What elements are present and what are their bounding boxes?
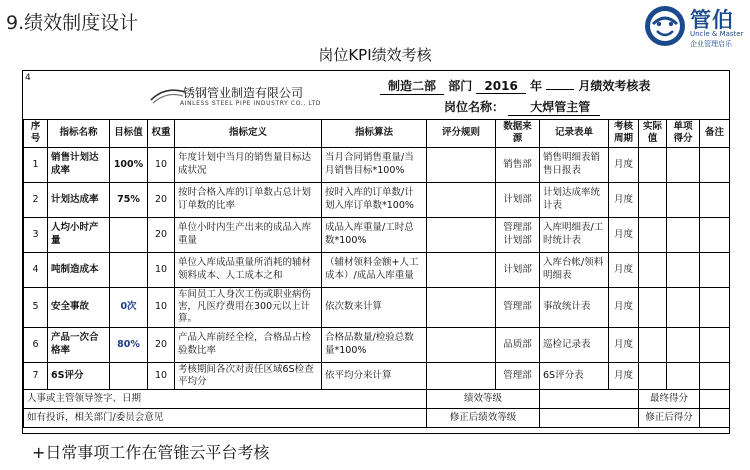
remark-cell[interactable]	[700, 362, 730, 390]
indicator-formula: 依次数来计算	[322, 287, 427, 327]
final-score-value[interactable]	[700, 390, 730, 409]
final-score-label: 最终得分	[639, 390, 700, 409]
item-score-cell[interactable]	[667, 362, 700, 390]
form-header-line	[380, 77, 650, 95]
actual-value-cell[interactable]	[639, 147, 667, 182]
column-header: 考核周期	[609, 120, 639, 148]
column-header: 指标定义	[175, 120, 322, 148]
data-source: 管理部	[496, 362, 540, 390]
indicator-formula: 依平均分来计算	[322, 362, 427, 390]
column-header: 评分规则	[427, 120, 496, 148]
remark-cell[interactable]	[700, 327, 730, 362]
grade-label: 绩效等级	[427, 390, 540, 409]
data-source: 销售部	[496, 147, 540, 182]
item-score-cell[interactable]	[667, 182, 700, 217]
assessment-period: 月度	[609, 287, 639, 327]
scoring-rule	[427, 147, 496, 182]
indicator-name: 安全事故	[48, 287, 110, 327]
weight-value: 10	[148, 362, 175, 390]
weight-value: 20	[148, 217, 175, 252]
revised-score-label: 修正后得分	[639, 409, 700, 428]
actual-value-cell[interactable]	[639, 252, 667, 287]
column-header: 备注	[700, 120, 730, 148]
table-row	[24, 147, 730, 182]
record-form: 计划达成率统计表	[540, 182, 609, 217]
bottom-note: +日常事项工作在管锥云平台考核	[32, 443, 270, 462]
remark-cell[interactable]	[700, 182, 730, 217]
indicator-name: 产品一次合格率	[48, 327, 110, 362]
item-score-cell[interactable]	[667, 147, 700, 182]
brand-logo	[640, 2, 750, 50]
row-number: 6	[24, 327, 48, 362]
table-row	[24, 252, 730, 287]
remark-cell[interactable]	[700, 147, 730, 182]
column-header: 目标值	[110, 120, 148, 148]
year-value: 2016	[476, 79, 525, 94]
sign-label: 人事或主管领导签字、日期	[24, 390, 427, 409]
revised-grade-label: 修正后绩效等级	[427, 409, 540, 428]
position-label: 岗位名称：	[444, 100, 505, 114]
actual-value-cell[interactable]	[639, 287, 667, 327]
brand-sub-en: Uncle & Master	[690, 30, 744, 38]
weight-value: 10	[148, 252, 175, 287]
data-source: 计划部	[496, 182, 540, 217]
weight-value: 10	[148, 287, 175, 327]
row-number: 1	[24, 147, 48, 182]
target-value: 80%	[110, 327, 148, 362]
indicator-formula: 按时入库的订单数/计划入库订单数*100%	[322, 182, 427, 217]
kpi-sheet	[22, 70, 730, 434]
indicator-name: 计划达成率	[48, 182, 110, 217]
table-header-row	[24, 120, 730, 148]
table-row	[24, 287, 730, 327]
company-name: 锈钢管业制造有限公司	[183, 86, 304, 100]
scoring-rule	[427, 252, 496, 287]
dept-value: 制造二部	[380, 77, 444, 95]
column-header: 实际值	[639, 120, 667, 148]
record-form: 巡检记录表	[540, 327, 609, 362]
row-number: 7	[24, 362, 48, 390]
indicator-definition: 按时合格入库的订单数占总计划订单数的比率	[175, 182, 322, 217]
record-form: 入库台帐/领料明细表	[540, 252, 609, 287]
indicator-definition: 单位入库成品重量所消耗的辅材领料成本、人工成本之和	[175, 252, 322, 287]
kpi-table	[23, 119, 730, 428]
opinion-label: 如有投诉，相关部门/委员会意见	[24, 409, 427, 428]
grade-value[interactable]	[540, 390, 639, 409]
company-name-en: AINLESS STEEL PIPE INDUSTRY CO., LTD	[180, 100, 321, 107]
actual-value-cell[interactable]	[639, 217, 667, 252]
column-header: 指标算法	[322, 120, 427, 148]
row-number: 3	[24, 217, 48, 252]
remark-cell[interactable]	[700, 217, 730, 252]
record-form: 销售明细表销售日报表	[540, 147, 609, 182]
indicator-formula: （辅材领料金额+人工成本）/成品入库重量	[322, 252, 427, 287]
data-source: 计划部	[496, 252, 540, 287]
weight-value: 20	[148, 327, 175, 362]
actual-value-cell[interactable]	[639, 327, 667, 362]
target-value: 100%	[110, 147, 148, 182]
document-title: 岗位KPI绩效考核	[318, 46, 432, 64]
target-value	[110, 252, 148, 287]
brand-sub-cn: 企业管理启乐	[690, 40, 732, 48]
scoring-rule	[427, 217, 496, 252]
indicator-formula: 合格品数量/检验总数量*100%	[322, 327, 427, 362]
indicator-name: 销售计划达成率	[48, 147, 110, 182]
target-value	[110, 362, 148, 390]
assessment-period: 月度	[609, 362, 639, 390]
item-score-cell[interactable]	[667, 252, 700, 287]
indicator-formula: 成品入库重量/工时总数*100%	[322, 217, 427, 252]
year-suffix: 年	[530, 79, 543, 93]
actual-value-cell[interactable]	[639, 362, 667, 390]
row-number: 2	[24, 182, 48, 217]
record-form: 事故统计表	[540, 287, 609, 327]
indicator-definition: 车间员工人身次工伤或职业病伤害，凡医疗费用在300元以上计算。	[175, 287, 322, 327]
column-header: 序号	[24, 120, 48, 148]
month-suffix: 月绩效考核表	[578, 79, 651, 93]
slide-title: 9.绩效制度设计	[6, 12, 139, 34]
data-source: 管理部	[496, 287, 540, 327]
assessment-period: 月度	[609, 217, 639, 252]
item-score-cell[interactable]	[667, 287, 700, 327]
indicator-definition: 考核期间各次对责任区域6S检查平均分	[175, 362, 322, 390]
scoring-rule	[427, 362, 496, 390]
month-blank	[546, 89, 574, 90]
column-header: 记录表单	[540, 120, 609, 148]
data-source: 管理部计划部	[496, 217, 540, 252]
table-row	[24, 182, 730, 217]
target-value	[110, 217, 148, 252]
remark-cell[interactable]	[700, 287, 730, 327]
column-header: 权重	[148, 120, 175, 148]
indicator-formula: 当月合同销售重量/当月销售目标*100%	[322, 147, 427, 182]
record-form: 6S评分表	[540, 362, 609, 390]
smiley-face-icon	[643, 4, 687, 48]
row-number: 4	[24, 252, 48, 287]
target-value: 0次	[110, 287, 148, 327]
data-source: 品质部	[496, 327, 540, 362]
scoring-rule	[427, 287, 496, 327]
weight-value: 20	[148, 182, 175, 217]
scoring-rule	[427, 182, 496, 217]
indicator-name: 吨制造成本	[48, 252, 110, 287]
position-line	[444, 98, 600, 116]
dept-suffix: 部门	[448, 79, 473, 93]
assessment-period: 月度	[609, 147, 639, 182]
brand-name: 管伯	[690, 8, 734, 32]
revised-grade-value[interactable]	[540, 409, 639, 428]
record-form: 入库明细表/工时统计表	[540, 217, 609, 252]
assessment-period: 月度	[609, 252, 639, 287]
table-row	[24, 327, 730, 362]
item-score-cell[interactable]	[667, 217, 700, 252]
position-value: 大焊管主管	[508, 98, 600, 116]
assessment-period: 月度	[609, 327, 639, 362]
column-header: 数据来源	[496, 120, 540, 148]
indicator-definition: 产品入库前经全检，合格品占检验数比率	[175, 327, 322, 362]
indicator-definition: 单位小时内生产出来的成品入库重量	[175, 217, 322, 252]
opinion-row	[24, 409, 730, 428]
remark-cell[interactable]	[700, 252, 730, 287]
row-number: 5	[24, 287, 48, 327]
weight-value: 10	[148, 147, 175, 182]
indicator-name: 人均小时产量	[48, 217, 110, 252]
indicator-definition: 年度计划中当月的销售量目标达成状况	[175, 147, 322, 182]
table-row	[24, 217, 730, 252]
assessment-period: 月度	[609, 182, 639, 217]
target-value: 75%	[110, 182, 148, 217]
indicator-name: 6S评分	[48, 362, 110, 390]
revised-score-value[interactable]	[700, 409, 730, 428]
actual-value-cell[interactable]	[639, 182, 667, 217]
corner-mark: 4	[25, 73, 31, 83]
sign-row	[24, 390, 730, 409]
column-header: 指标名称	[48, 120, 110, 148]
item-score-cell[interactable]	[667, 327, 700, 362]
table-row	[24, 362, 730, 390]
scoring-rule	[427, 327, 496, 362]
column-header: 单项得分	[667, 120, 700, 148]
